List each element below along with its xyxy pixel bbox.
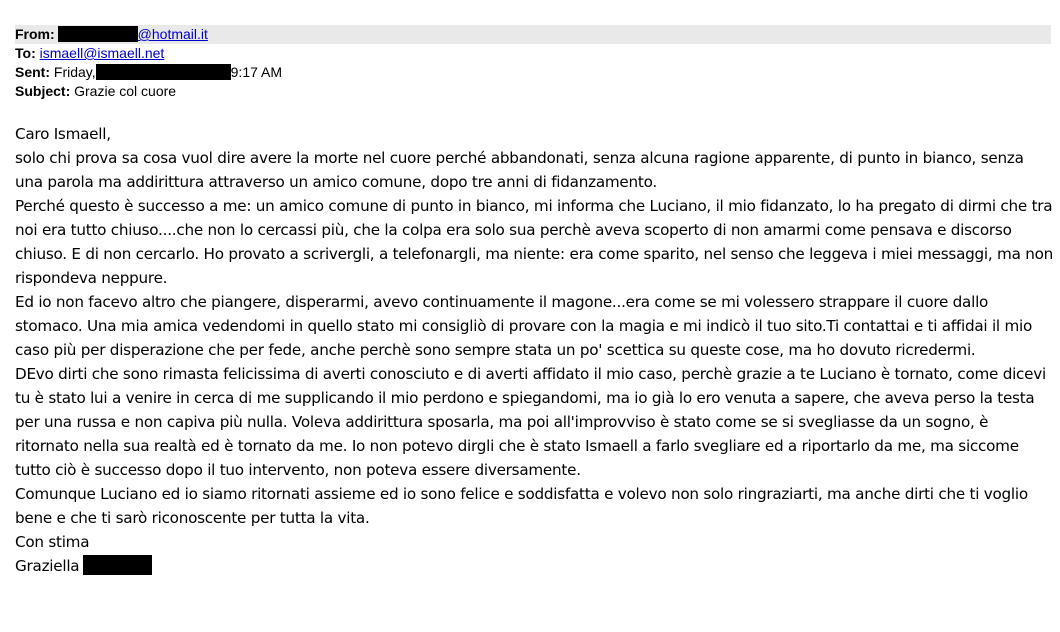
body-paragraph: Ed io non facevo altro che piangere, disperarmi, avevo continuamente il magone...era come se mi volessero strappare il cuore dallo stomaco. Una mia amica vedendomi in quello stato mi consigliò di provare con la magia e mi indicò il tuo sito.Ti contattai e ti affidai il mio caso più per disperazione che per fede, anche perchè sono sempre stata un po' scettica su queste cose, ma ho dovuto ricredermi. bbox=[15, 293, 1033, 359]
to-row bbox=[15, 44, 1051, 63]
email-body bbox=[15, 122, 1055, 578]
body-paragraph: DEvo dirti che sono rimasta felicissima di averti conosciuto e di averti affidato il mio caso, perchè grazie a te Luciano è tornato, come dicevi tu è stato lui a venire in cerca di me supplicando il mio perdono e spiegandomi, ma io già lo ero venuta a sapere, che aveva perso la testa per una russa e non capiva più nulla. Voleva addirittura sposarla, ma poi all'improvviso è stato come se si svegliasse da un sogno, è ritornato nella sua realtà ed è tornato da me. Io non potevo dirgli che è stato Ismaell a farlo svegliare ed a riportarlo da me, ma siccome tutto ciò è successo dopo il tuo intervento, non poteva essere diversamente. bbox=[15, 365, 1046, 479]
signature-line bbox=[15, 554, 1055, 578]
subject-row bbox=[15, 82, 1051, 101]
email-header bbox=[15, 25, 1051, 101]
sent-day: Friday, bbox=[53, 64, 96, 80]
closing: Con stima bbox=[15, 533, 90, 551]
redacted-sent-date bbox=[96, 64, 231, 80]
body-paragraph: Comunque Luciano ed io siamo ritornati assieme ed io sono felice e soddisfatta e volevo non solo ringraziarti, ma anche dirti che ti voglio bene e che ti sarò riconoscente per tutta la vita. bbox=[15, 485, 1028, 527]
redacted-surname bbox=[83, 555, 152, 575]
sent-row bbox=[15, 63, 1051, 82]
subject-value: Grazie col cuore bbox=[74, 83, 177, 99]
body-paragraph: solo chi prova sa cosa vuol dire avere la morte nel cuore perché abbandonati, senza alcuna ragione apparente, di punto in bianco, senza una parola ma addirittura attraverso un amico comune, dopo tre anni di fidanzamento. bbox=[15, 149, 1024, 191]
sent-time: 9:17 AM bbox=[230, 64, 283, 80]
greeting: Caro Ismaell, bbox=[15, 125, 111, 143]
to-email-link[interactable]: ismaell@ismaell.net bbox=[39, 45, 165, 61]
from-row bbox=[15, 25, 1051, 44]
redacted-sender-name bbox=[58, 26, 138, 42]
sent-label: Sent: bbox=[15, 64, 50, 80]
body-paragraph: Perché questo è successo a me: un amico comune di punto in bianco, mi informa che Luciano, il mio fidanzato, lo ha pregato di dirmi che tra noi era tutto chiuso....che non lo cercassi più, che la colpa era solo sua perchè aveva scoperto di non amarmi come pensava e discorso chiuso. E di non cercarlo. Ho provato a scrivergli, a telefonargli, ma niente: era come sparito, nel senso che leggeva i miei messaggi, ma non rispondeva neppure. bbox=[15, 197, 1054, 287]
to-label: To: bbox=[15, 45, 36, 61]
from-email-link[interactable]: @hotmail.it bbox=[137, 26, 208, 42]
signature-name: Graziella bbox=[15, 557, 80, 575]
from-label: From: bbox=[15, 26, 55, 42]
subject-label: Subject: bbox=[15, 83, 71, 99]
